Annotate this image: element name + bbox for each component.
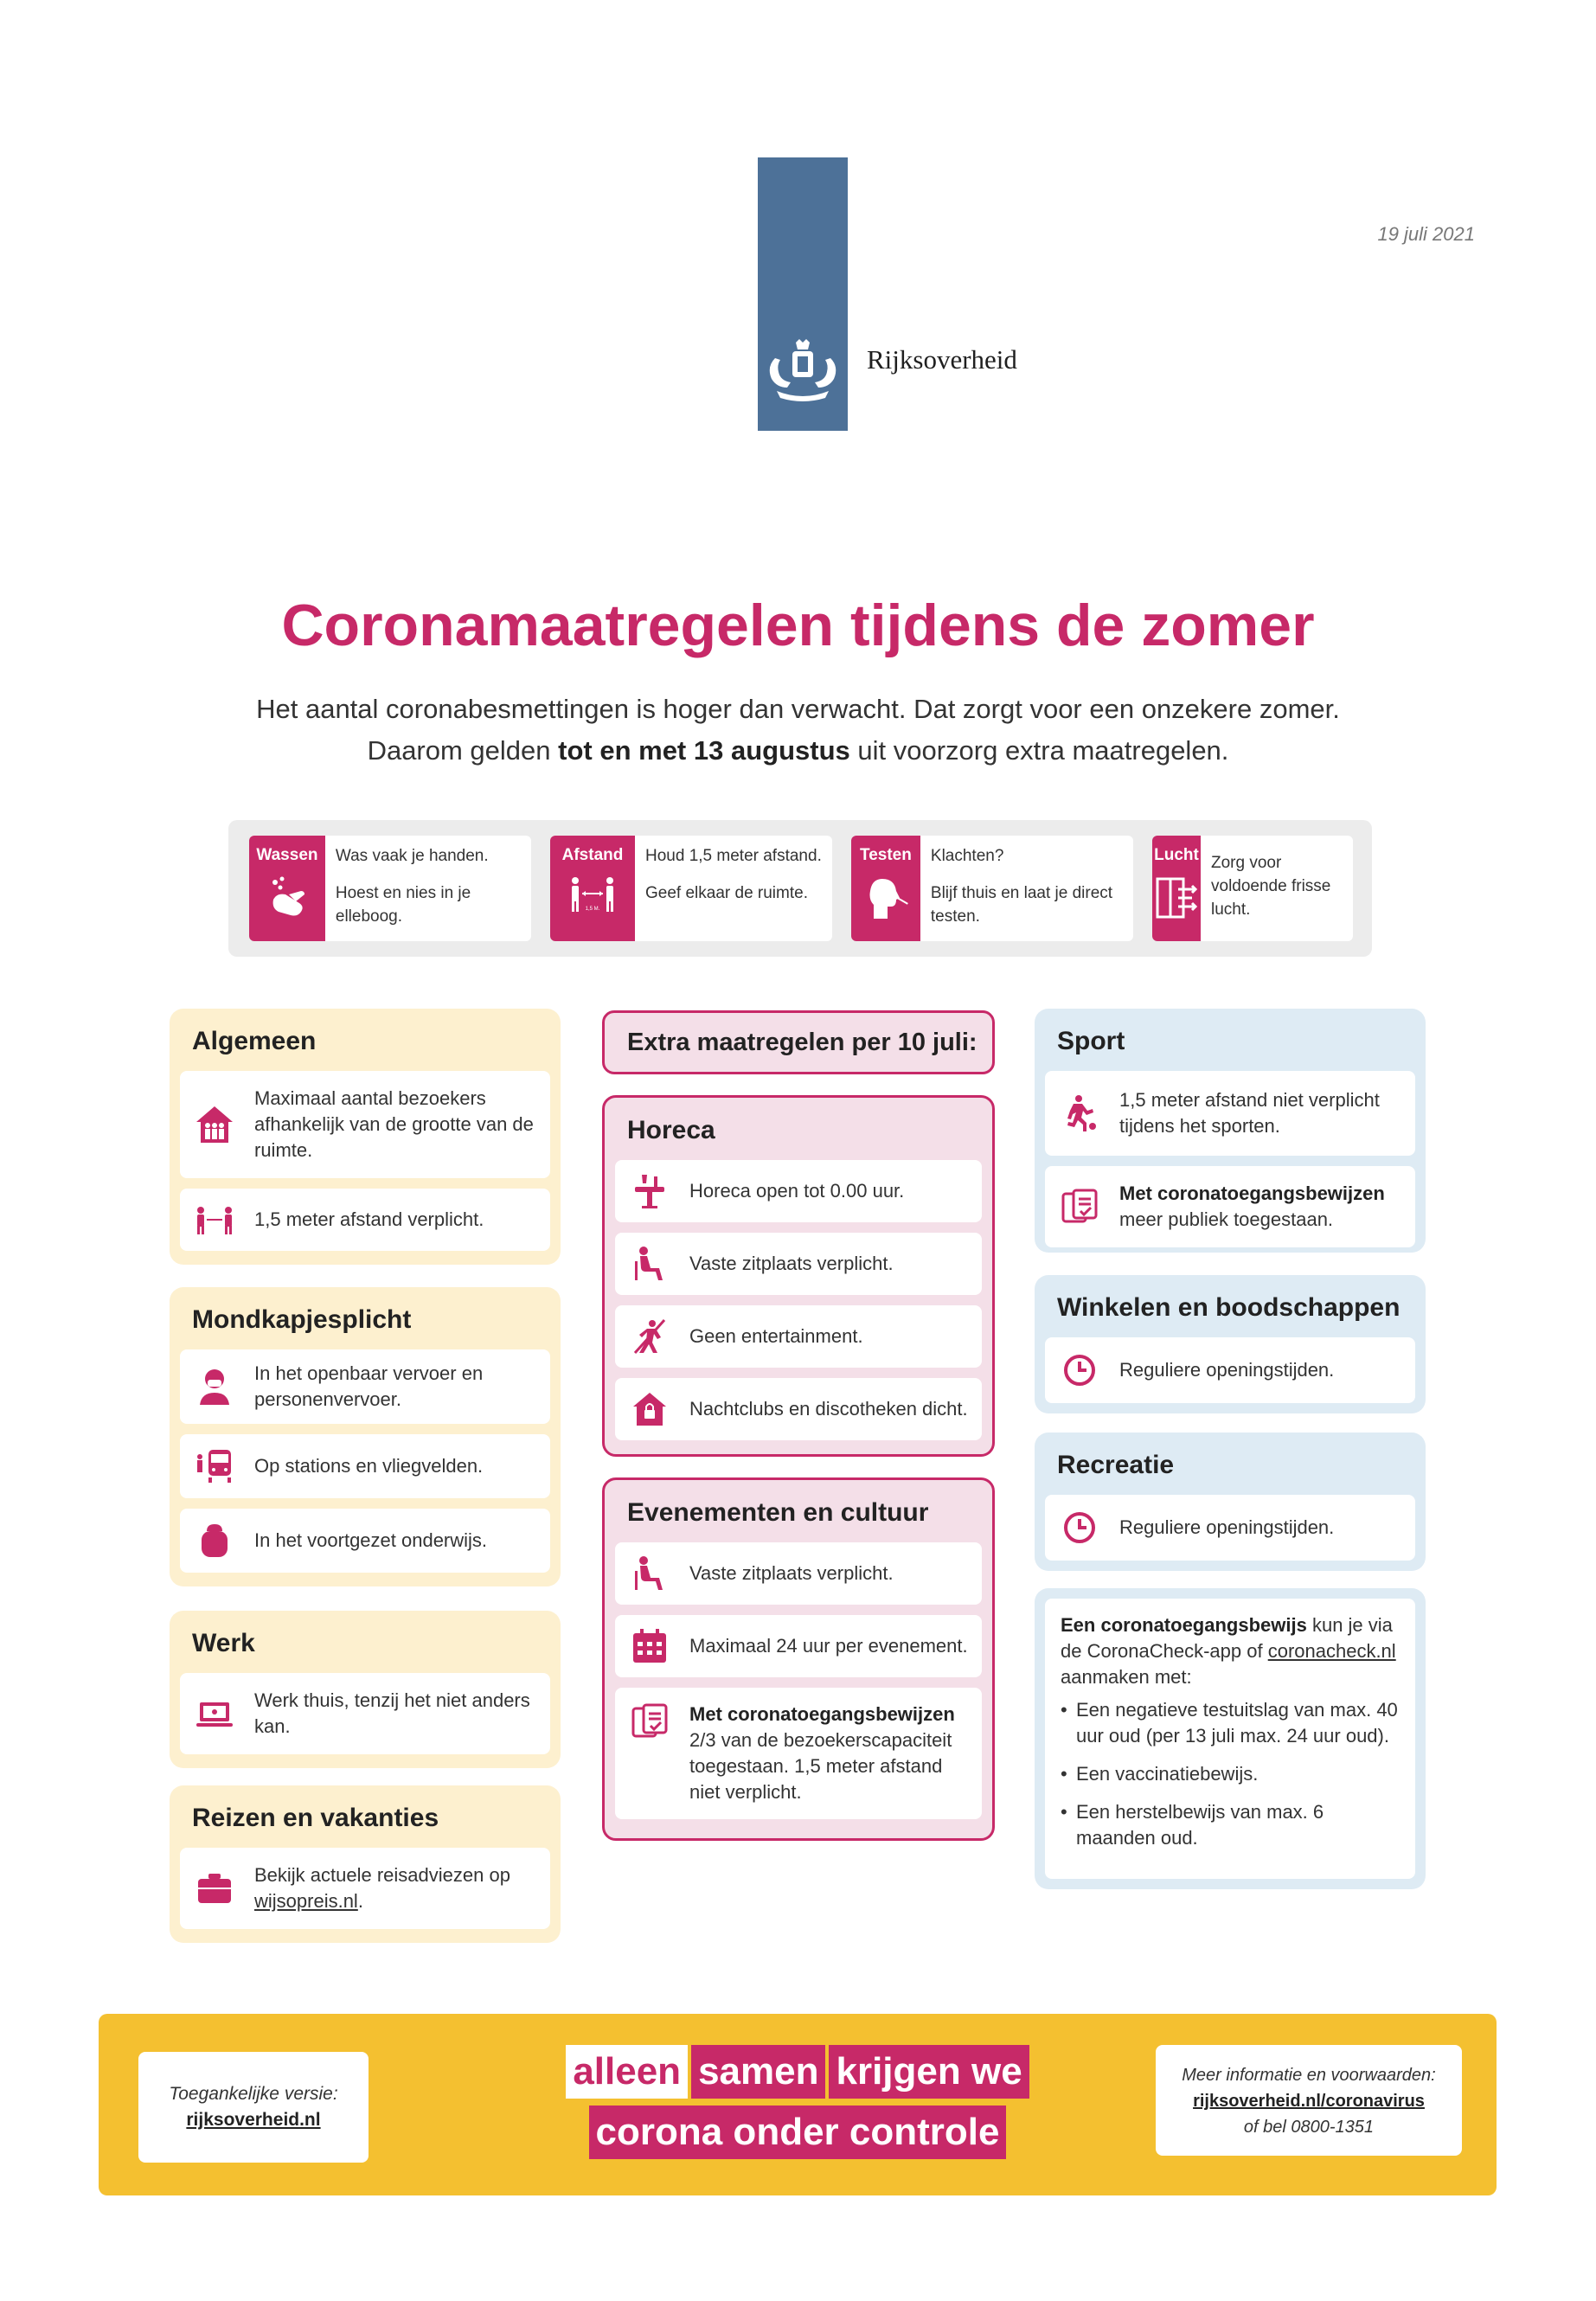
intro-text (0, 689, 1596, 772)
rule-card-lucht (1152, 836, 1353, 941)
section-werk (170, 1611, 561, 1768)
school-backpack-icon (195, 1521, 234, 1561)
clock-icon (1060, 1350, 1099, 1390)
item-text: In het openbaar vervoer en personenvervoer. (254, 1362, 484, 1410)
coronatoegangsbewijs-info (1035, 1588, 1426, 1889)
list-item (180, 1071, 550, 1178)
section-recreatie (1035, 1433, 1426, 1571)
rule-card-testen (851, 836, 1133, 941)
section-title: Reizen en vakanties (192, 1804, 439, 1832)
rule-card-afstand (550, 836, 832, 941)
item-text: Maximaal 24 uur per evenement. (689, 1635, 968, 1657)
item-text: Vaste zitplaats verplicht. (689, 1253, 894, 1274)
list-item (615, 1378, 982, 1440)
list-item (180, 1434, 550, 1498)
section-reizen (170, 1785, 561, 1943)
list-item (180, 1189, 550, 1251)
info-text-1: kun je via de CoronaCheck-app of (1061, 1614, 1393, 1662)
basic-rules-panel (228, 820, 1372, 957)
handwash-icon (263, 875, 311, 920)
item-text: Op stations en vliegvelden. (254, 1455, 484, 1477)
list-item (615, 1305, 982, 1368)
extra-measures-header: Extra maatregelen per 10 juli: (602, 1010, 995, 1074)
section-title: Algemeen (192, 1027, 317, 1055)
list-item (180, 1673, 550, 1754)
section-algemeen (170, 1009, 561, 1265)
seated-person-icon (630, 1244, 670, 1284)
calendar-icon (630, 1626, 670, 1666)
slogan-word: samen (691, 2045, 825, 2099)
intro-line-2-post: uit voorzorg extra maatregelen. (849, 735, 1229, 766)
distance-icon-label: 1,5 M. (585, 907, 600, 912)
info-bullet-list (1061, 1697, 1400, 1851)
section-mondkapjesplicht (170, 1287, 561, 1586)
item-text: In het voortgezet onderwijs. (254, 1529, 488, 1551)
rule-text: Zorg voor voldoende frisse lucht. (1211, 854, 1331, 919)
item-text: Nachtclubs en discotheken dicht. (689, 1398, 968, 1420)
distance-icon (195, 1200, 234, 1240)
rule-text: Geef elkaar de ruimte. (645, 884, 808, 902)
no-entertainment-icon (630, 1317, 670, 1356)
rule-label: Lucht (1154, 846, 1199, 864)
rule-card-wassen (249, 836, 531, 941)
info-bold: Een coronatoegangsbewijs (1061, 1614, 1307, 1636)
coronacheck-link[interactable]: coronacheck.nl (1267, 1640, 1396, 1662)
intro-line-2-bold: tot en met 13 augustus (558, 735, 850, 766)
item-text-post: . (357, 1890, 363, 1912)
face-mask-icon (195, 1367, 234, 1407)
house-visitors-icon (195, 1105, 234, 1144)
item-text: Horeca open tot 0.00 uur. (689, 1180, 905, 1202)
list-item (180, 1848, 550, 1929)
section-evenementen (602, 1477, 995, 1841)
section-title: Mondkapjesplicht (192, 1305, 412, 1334)
rule-label: Testen (860, 846, 912, 864)
list-item (615, 1688, 982, 1819)
distance-icon (568, 875, 617, 920)
item-text-bold: Met coronatoegangsbewijzen (1119, 1183, 1385, 1204)
section-title: Sport (1057, 1027, 1125, 1055)
coronavirus-link[interactable]: rijksoverheid.nl/coronavirus (1193, 2092, 1425, 2111)
list-item (180, 1349, 550, 1424)
more-info-label: Meer informatie en voorwaarden: (1182, 2066, 1436, 2085)
test-icon (862, 875, 910, 920)
list-item (615, 1615, 982, 1677)
intro-line-2 (0, 730, 1596, 772)
seated-person-icon (630, 1554, 670, 1593)
accessible-version-link[interactable]: rijksoverheid.nl (186, 2110, 321, 2130)
info-intro (1061, 1612, 1400, 1690)
intro-line-2-pre: Daarom gelden (367, 735, 559, 766)
item-text: Reguliere openingstijden. (1119, 1516, 1335, 1538)
list-item (615, 1542, 982, 1605)
more-info-box (1156, 2045, 1462, 2156)
list-item (615, 1160, 982, 1222)
wijsopreis-link[interactable]: wijsopreis.nl (254, 1890, 358, 1912)
item-text-bold: Met coronatoegangsbewijzen (689, 1703, 955, 1725)
rule-text: Houd 1,5 meter afstand. (645, 847, 822, 865)
item-text: 1,5 meter afstand niet verplicht tijdens het sporten. (1119, 1089, 1380, 1137)
item-text (1119, 1181, 1385, 1233)
list-item (1045, 1495, 1415, 1561)
section-title: Evenementen en cultuur (627, 1498, 929, 1527)
list-item (180, 1509, 550, 1573)
rule-text: Hoest en nies in je elleboog. (335, 884, 471, 926)
rule-text: Klachten? (930, 847, 1004, 865)
list-item (615, 1233, 982, 1295)
list-item (1045, 1166, 1415, 1247)
restaurant-table-icon (630, 1171, 670, 1211)
item-text-pre: Bekijk actuele reisadviezen op (254, 1864, 510, 1886)
list-item: • Een negatieve testuitslag van max. 40 uur oud (per 13 juli max. 24 uur oud). (1061, 1697, 1400, 1749)
section-winkelen (1035, 1275, 1426, 1413)
phone-number: of bel 0800-1351 (1243, 2118, 1375, 2137)
laptop-icon (195, 1694, 234, 1734)
running-person-icon (1060, 1093, 1099, 1133)
section-horeca (602, 1095, 995, 1457)
item-text-body: 2/3 van de bezoekerscapaciteit toegestaan. 1,5 meter afstand niet verplicht. (689, 1729, 952, 1803)
item-text: Reguliere openingstijden. (1119, 1359, 1335, 1381)
slogan-word: alleen (566, 2045, 688, 2099)
rule-label: Wassen (256, 846, 318, 864)
coat-of-arms-icon (760, 337, 846, 407)
list-item: • Een vaccinatiebewijs. (1061, 1761, 1400, 1787)
item-text: Maximaal aantal bezoekers afhankelijk van de grootte van de ruimte. (254, 1087, 534, 1161)
brand-name: Rijksoverheid (867, 344, 1017, 375)
publication-date: 19 juli 2021 (1377, 223, 1475, 245)
clock-icon (1060, 1508, 1099, 1548)
intro-line-1: Het aantal coronabesmettingen is hoger dan verwacht. Dat zorgt voor een onzekere zomer. (256, 694, 1340, 724)
section-title: Recreatie (1057, 1451, 1175, 1479)
footer (99, 2014, 1497, 2195)
rule-text: Was vaak je handen. (335, 847, 489, 865)
rule-text: Blijf thuis en laat je direct testen. (930, 884, 1113, 926)
slogan-word: corona onder controle (589, 2106, 1007, 2159)
suitcase-icon (195, 1868, 234, 1908)
section-title: Horeca (627, 1116, 715, 1144)
list-item (1045, 1337, 1415, 1403)
access-pass-icon (1060, 1187, 1099, 1227)
accessible-version-label: Toegankelijke versie: (169, 2084, 338, 2104)
section-sport (1035, 1009, 1426, 1253)
list-item (1045, 1071, 1415, 1156)
rule-label: Afstand (561, 846, 624, 864)
info-text-2: aanmaken met: (1061, 1666, 1192, 1688)
nightclub-closed-icon (630, 1389, 670, 1429)
item-text (254, 1862, 538, 1914)
slogan-word: krijgen we (829, 2045, 1029, 2099)
section-title: Werk (192, 1629, 255, 1657)
ventilation-icon (1152, 875, 1201, 920)
item-text-body: meer publiek toegestaan. (1119, 1208, 1334, 1230)
item-text: 1,5 meter afstand verplicht. (254, 1208, 484, 1230)
item-text (689, 1702, 970, 1805)
item-text: Werk thuis, tenzij het niet anders kan. (254, 1689, 530, 1737)
item-text: Geen entertainment. (689, 1325, 863, 1347)
access-pass-icon (630, 1702, 670, 1741)
item-text: Vaste zitplaats verplicht. (689, 1562, 894, 1584)
page-title: Coronamaatregelen tijdens de zomer (281, 593, 1315, 658)
section-title: Winkelen en boodschappen (1057, 1293, 1401, 1322)
train-station-icon (195, 1446, 234, 1486)
list-item: • Een herstelbewijs van max. 6 maanden oud. (1061, 1799, 1400, 1851)
